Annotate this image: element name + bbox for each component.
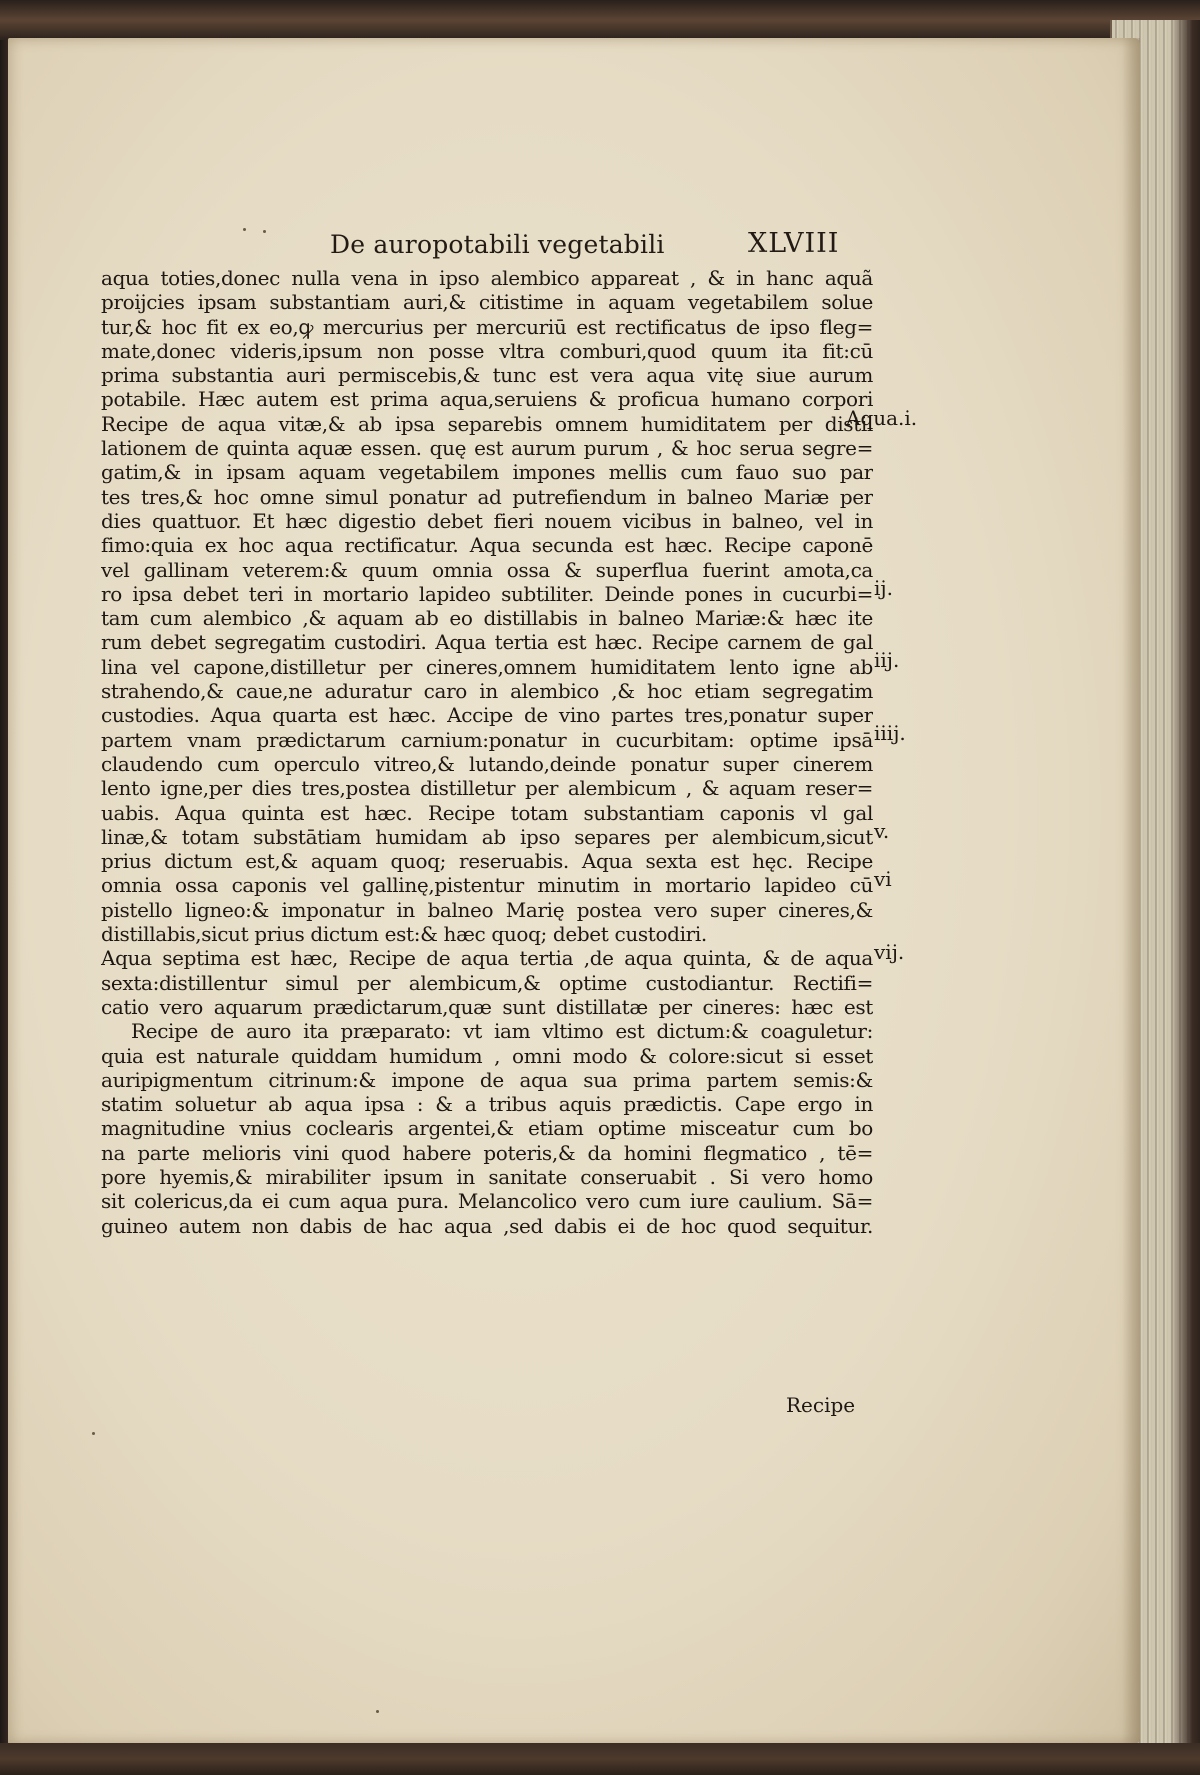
text-line: Recipe de auro ita præparato: vt iam vltimo est dictum:& coaguletur: <box>131 1019 873 1044</box>
margin-note-v: v. <box>874 819 890 843</box>
text-line: omnia ossa caponis vel gallinę,pistentur minutim in mortario lapideo cū <box>101 873 873 898</box>
text-line: aqua toties,donec nulla vena in ipso alembico appareat , & in hanc aquã <box>101 266 873 290</box>
margin-note-aqua-i: Aqua.i. <box>846 406 918 430</box>
text-line: sexta:distillentur simul per alembicum,& optime custodiantur. Rectifi= <box>101 970 873 995</box>
text-line: linæ,& totam substātiam humidam ab ipso separes per alembicum,sicut <box>101 824 873 849</box>
text-line: quia est naturale quiddam humidum , omni modo & colore:sicut si esset <box>101 1043 873 1068</box>
text-line: potabile. Hæc autem est prima aqua,seruiens & proficua humano corpori <box>101 387 873 412</box>
text-line: lina vel capone,distilletur per cineres,omnem humiditatem lento igne ab <box>101 654 873 679</box>
text-line: Recipe de aqua vitæ,& ab ipsa separebis omnem humiditatem per distil <box>101 411 873 436</box>
binding-bottom-edge <box>0 1743 1200 1775</box>
text-line: mate,donec videris,ipsum non posse vltra comburi,quod quum ita fit:cū <box>101 338 873 363</box>
running-title: De auropotabili vegetabili <box>330 230 665 259</box>
book-page <box>8 38 1140 1744</box>
text-line: distillabis,sicut prius dictum est:& hæc quoq; debet custodiri. <box>101 922 707 947</box>
text-line: rum debet segregatim custodiri. Aqua tertia est hæc. Recipe carnem de gal <box>101 630 873 655</box>
margin-note-vi: vi <box>874 867 892 891</box>
text-line: prius dictum est,& aquam quoq; reseruabis. Aqua sexta est hęc. Recipe <box>101 849 873 874</box>
text-line: custodies. Aqua quarta est hæc. Accipe de vino partes tres,ponatur super <box>101 703 873 728</box>
text-line: pistello ligneo:& imponatur in balneo Marię postea vero super cineres,& <box>101 897 873 922</box>
text-line: tam cum alembico ,& aquam ab eo distillabis in balneo Mariæ:& hæc ite <box>101 606 873 631</box>
text-line: magnitudine vnius coclearis argentei,& etiam optime misceatur cum bo <box>101 1116 873 1141</box>
text-line: lationem de quinta aquæ essen. quę est aurum purum , & hoc serua segre= <box>101 436 873 461</box>
text-line: catio vero aquarum prædictarum,quæ sunt distillatæ per cineres: hæc est <box>101 994 873 1019</box>
ink-speck <box>243 228 246 231</box>
text-line: gatim,& in ipsam aquam vegetabilem impones mellis cum fauo suo par <box>101 460 873 485</box>
text-line: vel gallinam veterem:& quum omnia ossa & superflua fuerint amota,ca <box>101 557 873 582</box>
text-line: auripigmentum citrinum:& impone de aqua sua prima partem semis:& <box>101 1067 873 1092</box>
text-line: uabis. Aqua quinta est hæc. Recipe totam substantiam caponis vl gal <box>101 800 873 825</box>
text-line: pore hyemis,& mirabiliter ipsum in sanitate conseruabit . Si vero homo <box>101 1164 873 1189</box>
text-line: prima substantia auri permiscebis,& tunc est vera aqua vitę siue aurum <box>101 363 873 388</box>
text-line: fimo:quia ex hoc aqua rectificatur. Aqua secunda est hæc. Recipe caponē <box>101 533 873 558</box>
text-line: strahendo,& caue,ne aduratur caro in alembico ,& hoc etiam segregatim <box>101 679 873 704</box>
text-line: tur,& hoc fit ex eo,ꝙ mercurius per mercuriū est rectificatus de ipso fleg= <box>101 314 873 339</box>
text-line: Aqua septima est hæc, Recipe de aqua tertia ,de aqua quinta, & de aqua <box>101 946 873 971</box>
text-line: ro ipsa debet teri in mortario lapideo subtiliter. Deinde pones in cucurbi= <box>101 581 873 606</box>
margin-note-iij: iij. <box>874 648 900 672</box>
ink-speck <box>263 230 266 233</box>
text-line: statim soluetur ab aqua ipsa : & a tribus aquis prædictis. Cape ergo in <box>101 1092 873 1117</box>
text-line: dies quattuor. Et hæc digestio debet fieri nouem vicibus in balneo, vel in <box>101 508 873 533</box>
margin-note-iiij: iiij. <box>874 721 906 745</box>
text-line: claudendo cum operculo vitreo,& lutando,deinde ponatur super cinerem <box>101 751 873 776</box>
folio-number: XLVIII <box>748 228 840 259</box>
body-text <box>101 266 873 1238</box>
text-line: na parte melioris vini quod habere poteris,& da homini flegmatico , tē= <box>101 1140 873 1165</box>
binding-top-edge <box>0 0 1200 40</box>
text-line: sit colericus,da ei cum aqua pura. Melancolico vero cum iure caulium. Sā= <box>101 1189 873 1214</box>
margin-note-ij: ij. <box>874 576 893 600</box>
catchword: Recipe <box>786 1393 856 1417</box>
page-header <box>8 188 1140 259</box>
text-line: guineo autem non dabis de hac aqua ,sed dabis ei de hoc quod sequitur. <box>101 1213 873 1238</box>
text-line: proijcies ipsam substantiam auri,& citistime in aquam vegetabilem solue <box>101 290 873 315</box>
margin-note-vij: vij. <box>874 940 905 964</box>
text-line: partem vnam prædictarum carnium:ponatur in cucurbitam: optime ipsā <box>101 727 873 752</box>
ink-speck <box>92 1432 95 1435</box>
text-line: tes tres,& hoc omne simul ponatur ad putrefiendum in balneo Mariæ per <box>101 484 873 509</box>
text-line: lento igne,per dies tres,postea distilletur per alembicum , & aquam reser= <box>101 776 873 801</box>
ink-speck <box>376 1710 379 1713</box>
